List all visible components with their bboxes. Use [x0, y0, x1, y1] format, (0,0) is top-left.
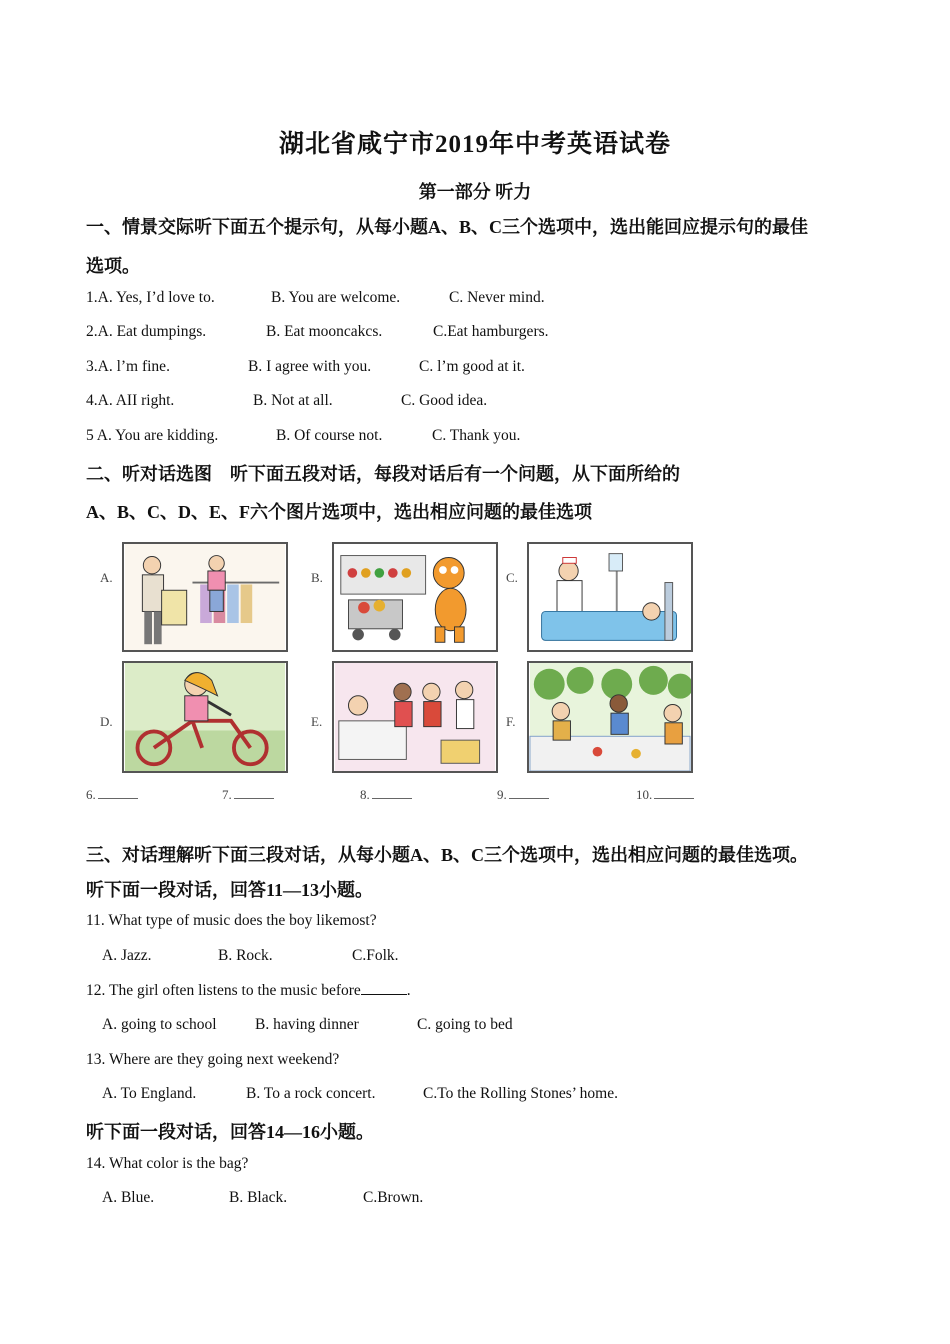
answer-blank-10[interactable]	[636, 787, 694, 803]
q1-option-c: C. Never mind.	[449, 289, 545, 306]
picture-label-d: D.	[100, 714, 113, 729]
q3-option-a: 3.A. l’m fine.	[86, 358, 170, 375]
answer-blank-9[interactable]	[497, 787, 549, 803]
q11-option-b: B. Rock.	[218, 947, 273, 964]
picture-label-e: E.	[311, 714, 323, 729]
picture-label-a: A.	[100, 570, 113, 585]
q13-option-a: A. To England.	[102, 1085, 197, 1102]
q12-period: .	[406, 982, 411, 999]
q3-option-c: C. l’m good at it.	[419, 358, 525, 375]
answer-blank-7[interactable]	[222, 787, 274, 803]
q12-option-a: A. going to school	[102, 1016, 217, 1033]
q12-option-b: B. having dinner	[255, 1016, 359, 1033]
exam-title: 湖北省咸宁市2019年中考英语试卷	[278, 131, 671, 158]
q12-blank[interactable]	[361, 982, 407, 995]
answer-number-10: 10.	[636, 787, 653, 802]
section3-subheading-2: 听下面一段对话，回答14—16小题。	[86, 1122, 374, 1142]
picture-e-visiting-hospital	[332, 661, 498, 773]
picture-c-nurse-patient	[527, 542, 693, 652]
part-heading: 第一部分 听力	[418, 182, 532, 202]
answer-number-8: 8.	[360, 787, 370, 802]
picture-a-shopping-clothes	[122, 542, 288, 652]
answer-number-9: 9.	[497, 787, 507, 802]
q5-option-a: 5 A. You are kidding.	[86, 427, 219, 444]
picture-b-cat-shopping-cart	[332, 542, 498, 652]
q2-option-c: C.Eat hamburgers.	[433, 323, 549, 340]
q5-option-c: C. Thank you.	[432, 427, 521, 444]
q11-option-c: C.Folk.	[352, 947, 399, 964]
q5-option-b: B. Of course not.	[276, 427, 383, 444]
q14-option-b: B. Black.	[229, 1189, 288, 1206]
q2-option-b: B. Eat mooncakcs.	[266, 323, 383, 340]
q4-option-c: C. Good idea.	[401, 392, 488, 409]
q4-option-a: 4.A. AII right.	[86, 392, 175, 409]
answer-blank-6[interactable]	[86, 787, 138, 803]
q11-text: 11. What type of music does the boy likemost?	[86, 912, 377, 929]
answer-number-6: 6.	[86, 787, 96, 802]
q13-option-c: C.To the Rolling Stones’ home.	[423, 1085, 618, 1102]
q14-option-c: C.Brown.	[363, 1189, 424, 1206]
picture-label-c: C.	[506, 570, 518, 585]
picture-d-girl-cycling	[122, 661, 288, 773]
q1-option-a: 1.A. Yes, I’d love to.	[86, 289, 215, 306]
picture-label-f: F.	[506, 714, 516, 729]
q11-option-a: A. Jazz.	[102, 947, 152, 964]
picture-label-b: B.	[311, 570, 323, 585]
answer-blank-8[interactable]	[360, 787, 412, 803]
q13-text: 13. Where are they going next weekend?	[86, 1051, 340, 1068]
section1-heading: 一、情景交际听下面五个提示句，从每小题A、B、C三个选项中，选出能回应提示句的最佳	[86, 217, 808, 237]
answer-number-7: 7.	[222, 787, 232, 802]
q14-text: 14. What color is the bag?	[86, 1155, 249, 1172]
q13-option-b: B. To a rock concert.	[246, 1085, 376, 1102]
q12-stem: 12. The girl often listens to the music before	[86, 982, 361, 999]
q2-option-a: 2.A. Eat dumpings.	[86, 323, 207, 340]
q4-option-b: B. Not at all.	[253, 392, 333, 409]
picture-f-picnic	[527, 661, 693, 773]
section3-heading: 三、对话理解听下面三段对话，从每小题A、B、C三个选项中，选出相应问题的最佳选项。	[86, 845, 808, 865]
q14-option-a: A. Blue.	[102, 1189, 155, 1206]
q1-option-b: B. You are welcome.	[271, 289, 401, 306]
section2-heading-cont: A、B、C、D、E、F六个图片选项中，选出相应问题的最佳选项	[86, 502, 593, 522]
q3-option-b: B. I agree with you.	[248, 358, 372, 375]
q12-option-c: C. going to bed	[417, 1016, 513, 1033]
section1-heading-cont: 选项。	[86, 256, 140, 276]
section3-subheading-1: 听下面一段对话，回答11—13小题。	[86, 880, 374, 900]
q12-text	[86, 982, 411, 1000]
section2-heading: 二、听对话选图 听下面五段对话，每段对话后有一个问题，从下面所给的	[86, 464, 680, 484]
